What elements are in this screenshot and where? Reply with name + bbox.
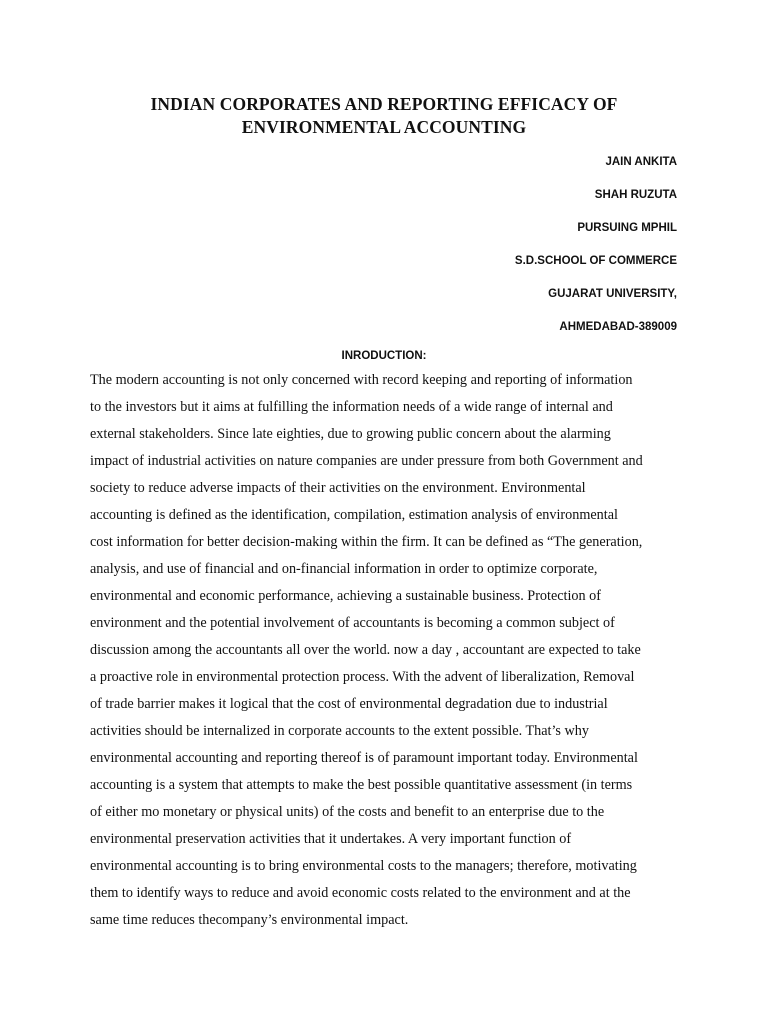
paragraph-line: a proactive role in environmental protection process. With the advent of liberalization, Removal bbox=[90, 669, 635, 685]
paragraph-line: activities should be internalized in corporate accounts to the extent possible. That’s why bbox=[90, 723, 589, 739]
paragraph-line: environment and the potential involvement of accountants is becoming a common subject of bbox=[90, 615, 615, 631]
paragraph-line: to the investors but it aims at fulfilling the information needs of a wide range of internal and bbox=[90, 399, 613, 415]
paragraph-line: external stakeholders. Since late eighties, due to growing public concern about the alarming bbox=[90, 426, 611, 442]
paper-title-line-2: ENVIRONMENTAL ACCOUNTING bbox=[241, 117, 527, 137]
paper-title-line-1: INDIAN CORPORATES AND REPORTING EFFICACY OF bbox=[150, 94, 618, 114]
section-heading-text: INRODUCTION: bbox=[341, 350, 427, 362]
author-degree: PURSUING MPHIL bbox=[577, 222, 677, 234]
author-university: GUJARAT UNIVERSITY, bbox=[548, 288, 677, 300]
paper-title bbox=[0, 93, 768, 139]
author-city: AHMEDABAD-389009 bbox=[559, 321, 677, 333]
paragraph-line: environmental accounting and reporting thereof is of paramount important today. Environmental bbox=[90, 750, 638, 766]
paragraph-line: accounting is a system that attempts to make the best possible quantitative assessment (in terms bbox=[90, 777, 633, 793]
paragraph-line: impact of industrial activities on nature companies are under pressure from both Government and bbox=[90, 453, 643, 469]
author-school: S.D.SCHOOL OF COMMERCE bbox=[514, 255, 677, 267]
author-name-2: SHAH RUZUTA bbox=[594, 189, 677, 201]
paragraph-line: of either mo monetary or physical units) of the costs and benefit to an enterprise due to the bbox=[90, 804, 605, 820]
introduction-paragraph bbox=[90, 367, 690, 934]
paragraph-line: society to reduce adverse impacts of their activities on the environment. Environmental bbox=[90, 480, 586, 496]
paragraph-line: The modern accounting is not only concerned with record keeping and reporting of information bbox=[90, 372, 633, 388]
paragraph-line: cost information for better decision-making within the firm. It can be defined as “The generation, bbox=[90, 534, 643, 550]
paragraph-line: environmental preservation activities that it undertakes. A very important function of bbox=[90, 831, 572, 847]
paragraph-line: environmental and economic performance, achieving a sustainable business. Protection of bbox=[90, 588, 601, 604]
paragraph-line: environmental accounting is to bring environmental costs to the managers; therefore, motivating bbox=[90, 858, 637, 874]
paragraph-line: them to identify ways to reduce and avoid economic costs related to the environment and at the bbox=[90, 885, 631, 901]
paragraph-line: accounting is defined as the identification, compilation, estimation analysis of environmental bbox=[90, 507, 618, 523]
author-name-1: JAIN ANKITA bbox=[605, 156, 677, 168]
paragraph-line: of trade barrier makes it logical that the cost of environmental degradation due to industrial bbox=[90, 696, 608, 712]
author-block bbox=[277, 152, 677, 350]
paragraph-line: same time reduces thecompany’s environmental impact. bbox=[90, 912, 409, 928]
section-heading bbox=[0, 350, 768, 362]
paragraph-line: discussion among the accountants all over the world. now a day , accountant are expected to take bbox=[90, 642, 641, 658]
paragraph-line: analysis, and use of financial and on-financial information in order to optimize corporate, bbox=[90, 561, 598, 577]
